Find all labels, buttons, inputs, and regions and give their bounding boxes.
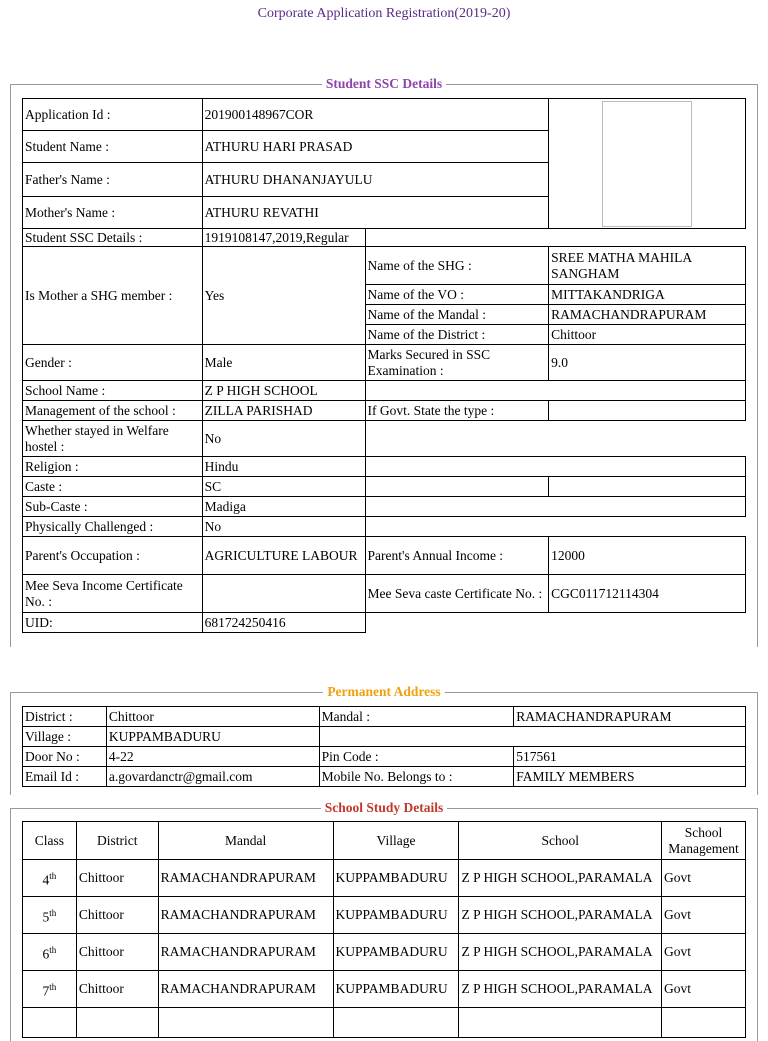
mother-name-label: Mother's Name : [23, 197, 203, 229]
village-cell: KUPPAMBADURU [333, 971, 459, 1008]
address-mandal-value: RAMACHANDRAPURAM [514, 707, 746, 727]
district-cell: Chittoor [76, 934, 158, 971]
address-table [22, 706, 746, 787]
ssc-details-label: Student SSC Details : [23, 229, 203, 247]
table-row [23, 860, 746, 897]
address-door-label: Door No : [23, 747, 107, 767]
table-row [23, 897, 746, 934]
class-number: 4 [42, 872, 50, 888]
occupation-value: AGRICULTURE LABOUR [202, 537, 365, 575]
mandal-cell: RAMACHANDRAPURAM [158, 971, 333, 1008]
student-name-value: ATHURU HARI PRASAD [202, 131, 549, 163]
address-mandal-label: Mandal : [319, 707, 514, 727]
district-cell: Chittoor [76, 860, 158, 897]
table-row [23, 934, 746, 971]
column-header-school: School [459, 822, 662, 860]
physically-value: No [202, 517, 365, 537]
blank-cell [365, 613, 745, 633]
blank-cell [23, 1008, 77, 1038]
income-cert-label: Mee Seva Income Certificate No. : [23, 575, 203, 613]
school-cell: Z P HIGH SCHOOL,PARAMALA [459, 971, 662, 1008]
income-cert-value [202, 575, 365, 613]
class-cell [23, 897, 77, 934]
physically-label: Physically Challenged : [23, 517, 203, 537]
shg-member-value: Yes [202, 247, 365, 345]
management-label: Management of the school : [23, 401, 203, 421]
shg-member-label: Is Mother a SHG member : [23, 247, 203, 345]
caste-value: SC [202, 477, 365, 497]
subcaste-label: Sub-Caste : [23, 497, 203, 517]
blank-cell [365, 229, 745, 247]
study-table [22, 821, 746, 1038]
blank-cell [365, 421, 745, 457]
govt-type-label: If Govt. State the type : [365, 401, 549, 421]
welfare-value: No [202, 421, 365, 457]
village-cell: KUPPAMBADURU [333, 934, 459, 971]
blank-cell [365, 517, 745, 537]
district-value: Chittoor [549, 325, 746, 345]
vo-value: MITTAKANDRIGA [549, 285, 746, 305]
school-name-value: Z P HIGH SCHOOL [202, 381, 365, 401]
address-district-label: District : [23, 707, 107, 727]
application-id-label: Application Id : [23, 99, 203, 131]
blank-cell [365, 381, 745, 401]
caste-cert-value: CGC011712114304 [549, 575, 746, 613]
subcaste-value: Madiga [202, 497, 365, 517]
occupation-label: Parent's Occupation : [23, 537, 203, 575]
address-email-label: Email Id : [23, 767, 107, 787]
welfare-label: Whether stayed in Welfare hostel : [23, 421, 203, 457]
blank-cell [158, 1008, 333, 1038]
address-pin-label: Pin Code : [319, 747, 514, 767]
school-cell: Z P HIGH SCHOOL,PARAMALA [459, 860, 662, 897]
ssc-section-legend: Student SSC Details [325, 76, 443, 91]
class-cell [23, 860, 77, 897]
marks-value: 9.0 [549, 345, 746, 381]
mandal-cell: RAMACHANDRAPURAM [158, 897, 333, 934]
management-cell: Govt [662, 897, 746, 934]
mandal-cell: RAMACHANDRAPURAM [158, 934, 333, 971]
table-row [23, 971, 746, 1008]
student-name-label: Student Name : [23, 131, 203, 163]
mandal-cell: RAMACHANDRAPURAM [158, 860, 333, 897]
school-cell: Z P HIGH SCHOOL,PARAMALA [459, 897, 662, 934]
blank-cell [549, 477, 746, 497]
address-pin-value: 517561 [514, 747, 746, 767]
school-cell: Z P HIGH SCHOOL,PARAMALA [459, 934, 662, 971]
address-village-label: Village : [23, 727, 107, 747]
class-number: 5 [42, 909, 50, 925]
mandal-value: RAMACHANDRAPURAM [549, 305, 746, 325]
address-door-value: 4-22 [106, 747, 319, 767]
father-name-label: Father's Name : [23, 163, 203, 197]
religion-label: Religion : [23, 457, 203, 477]
blank-cell [365, 457, 745, 477]
village-cell: KUPPAMBADURU [333, 860, 459, 897]
application-id-value: 201900148967COR [202, 99, 549, 131]
ssc-details-value: 1919108147,2019,Regular [202, 229, 365, 247]
column-header-village: Village [333, 822, 459, 860]
class-cell [23, 934, 77, 971]
class-number: 6 [42, 946, 50, 962]
gender-value: Male [202, 345, 365, 381]
management-cell: Govt [662, 971, 746, 1008]
class-suffix: th [49, 907, 57, 918]
address-mobile-value: FAMILY MEMBERS [514, 767, 746, 787]
mother-name-value: ATHURU REVATHI [202, 197, 549, 229]
column-header-mandal: Mandal [158, 822, 333, 860]
address-village-value: KUPPAMBADURU [106, 727, 319, 747]
class-cell [23, 971, 77, 1008]
vo-label: Name of the VO : [365, 285, 549, 305]
student-photo [602, 101, 692, 227]
govt-type-value [549, 401, 746, 421]
table-row [23, 1008, 746, 1038]
blank-cell [365, 497, 745, 517]
blank-cell [76, 1008, 158, 1038]
address-section-legend: Permanent Address [327, 684, 441, 699]
village-cell: KUPPAMBADURU [333, 897, 459, 934]
gender-label: Gender : [23, 345, 203, 381]
class-number: 7 [42, 983, 50, 999]
income-label: Parent's Annual Income : [365, 537, 549, 575]
district-label: Name of the District : [365, 325, 549, 345]
marks-label: Marks Secured in SSC Examination : [365, 345, 549, 381]
religion-value: Hindu [202, 457, 365, 477]
address-mobile-label: Mobile No. Belongs to : [319, 767, 514, 787]
income-value: 12000 [549, 537, 746, 575]
address-district-value: Chittoor [106, 707, 319, 727]
district-cell: Chittoor [76, 897, 158, 934]
blank-cell [459, 1008, 662, 1038]
uid-label: UID: [23, 613, 203, 633]
study-section-legend: School Study Details [324, 800, 444, 815]
district-cell: Chittoor [76, 971, 158, 1008]
caste-label: Caste : [23, 477, 203, 497]
blank-cell [662, 1008, 746, 1038]
column-header-class: Class [23, 822, 77, 860]
blank-cell [365, 477, 549, 497]
class-suffix: th [49, 944, 57, 955]
mandal-label: Name of the Mandal : [365, 305, 549, 325]
shg-name-value: SREE MATHA MAHILA SANGHAM [549, 247, 746, 285]
father-name-value: ATHURU DHANANJAYULU [202, 163, 549, 197]
management-cell: Govt [662, 860, 746, 897]
school-name-label: School Name : [23, 381, 203, 401]
page-title: Corporate Application Registration(2019-20) [257, 6, 511, 21]
caste-cert-label: Mee Seva caste Certificate No. : [365, 575, 549, 613]
column-header-district: District [76, 822, 158, 860]
shg-name-label: Name of the SHG : [365, 247, 549, 285]
management-cell: Govt [662, 934, 746, 971]
column-header-management: School Management [662, 822, 746, 860]
uid-value: 681724250416 [202, 613, 365, 633]
blank-cell [333, 1008, 459, 1038]
blank-cell [319, 727, 745, 747]
class-suffix: th [49, 981, 57, 992]
management-value: ZILLA PARISHAD [202, 401, 365, 421]
class-suffix: th [49, 870, 57, 881]
address-email-value: a.govardanctr@gmail.com [106, 767, 319, 787]
